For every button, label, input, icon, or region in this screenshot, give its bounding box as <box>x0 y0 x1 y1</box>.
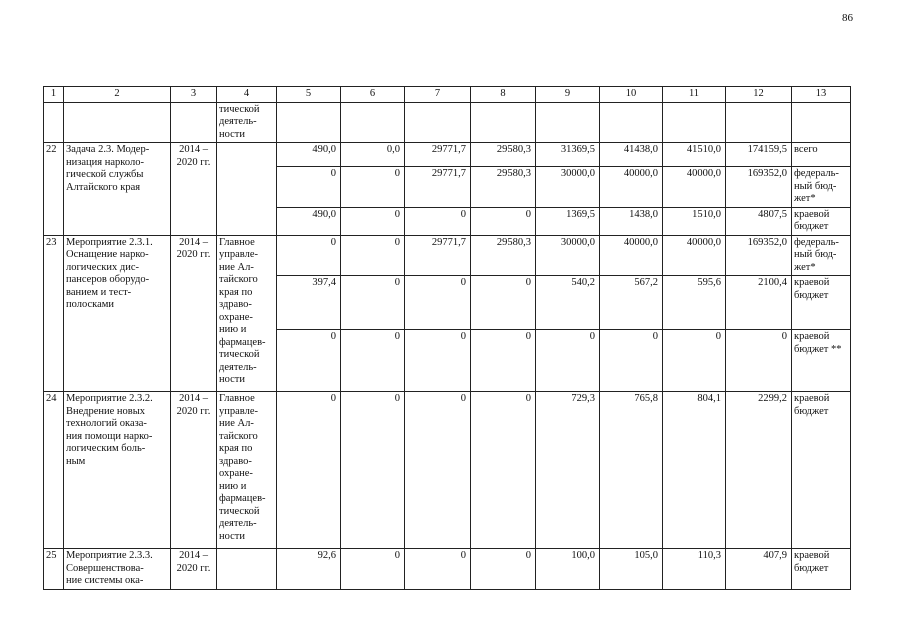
activity-name: Мероприятие 2.3.3. Совершенствова- ние системы ока- <box>64 549 171 590</box>
value-cell: 0 <box>341 207 405 235</box>
value-cell: 41438,0 <box>600 143 663 167</box>
value-cell: 40000,0 <box>600 167 663 208</box>
source-cell: краевой бюджет <box>792 207 851 235</box>
value-cell: 29580,3 <box>471 143 536 167</box>
value-cell: 540,2 <box>536 276 600 330</box>
value-cell: 1510,0 <box>663 207 726 235</box>
value-cell: 169352,0 <box>726 167 792 208</box>
value-cell: 31369,5 <box>536 143 600 167</box>
col-header-5: 5 <box>277 87 341 103</box>
source-cell: краевой бюджет <box>792 549 851 590</box>
value-cell: 110,3 <box>663 549 726 590</box>
value-cell: 0 <box>341 392 405 549</box>
value-cell: 41510,0 <box>663 143 726 167</box>
table-row <box>44 392 851 549</box>
value-cell: 0 <box>726 330 792 392</box>
table-cell <box>792 102 851 143</box>
value-cell: 105,0 <box>600 549 663 590</box>
value-cell: 407,9 <box>726 549 792 590</box>
value-cell: 100,0 <box>536 549 600 590</box>
table-cell <box>171 102 217 143</box>
value-cell: 29580,3 <box>471 235 536 276</box>
continuation-row <box>44 102 851 143</box>
period-cell: 2014 – 2020 гг. <box>171 143 217 236</box>
value-cell: 595,6 <box>663 276 726 330</box>
value-cell: 490,0 <box>277 207 341 235</box>
value-cell: 2299,2 <box>726 392 792 549</box>
value-cell: 40000,0 <box>663 167 726 208</box>
value-cell: 490,0 <box>277 143 341 167</box>
value-cell: 92,6 <box>277 549 341 590</box>
value-cell: 174159,5 <box>726 143 792 167</box>
source-cell: краевой бюджет <box>792 276 851 330</box>
value-cell: 0 <box>341 330 405 392</box>
value-cell: 0 <box>471 276 536 330</box>
table-cell <box>663 102 726 143</box>
col-header-9: 9 <box>536 87 600 103</box>
task-name: Задача 2.3. Модер- низация нарколо- гической службы Алтайского края <box>64 143 171 236</box>
value-cell: 0 <box>663 330 726 392</box>
value-cell: 40000,0 <box>663 235 726 276</box>
table-cell <box>471 102 536 143</box>
value-cell: 0 <box>341 276 405 330</box>
table-cell <box>726 102 792 143</box>
period-cell: 2014 – 2020 гг. <box>171 392 217 549</box>
table-cell <box>405 102 471 143</box>
table-row <box>44 143 851 167</box>
page-number: 86 <box>842 12 853 24</box>
executor-cell: тической деятель- ности <box>217 102 277 143</box>
value-cell: 0 <box>341 167 405 208</box>
value-cell: 0 <box>600 330 663 392</box>
value-cell: 0 <box>405 549 471 590</box>
value-cell: 40000,0 <box>600 235 663 276</box>
activity-name: Мероприятие 2.3.1. Оснащение нарко- логических дис- пансеров оборудо- ванием и тест- полосками <box>64 235 171 392</box>
value-cell: 397,4 <box>277 276 341 330</box>
value-cell: 0 <box>341 549 405 590</box>
executor-cell <box>217 549 277 590</box>
row-number: 25 <box>44 549 64 590</box>
value-cell: 0 <box>277 330 341 392</box>
table-cell <box>44 102 64 143</box>
col-header-6: 6 <box>341 87 405 103</box>
executor-cell: Главное управле- ние Ал- тайского края по здраво- охране- нию и фармацев- тической деятель- ности <box>217 235 277 392</box>
table-row <box>44 235 851 276</box>
program-table <box>43 86 851 590</box>
value-cell: 169352,0 <box>726 235 792 276</box>
col-header-7: 7 <box>405 87 471 103</box>
value-cell: 4807,5 <box>726 207 792 235</box>
period-cell: 2014 – 2020 гг. <box>171 549 217 590</box>
source-cell: краевой бюджет <box>792 392 851 549</box>
value-cell: 0 <box>405 392 471 549</box>
column-number-row <box>44 87 851 103</box>
value-cell: 0 <box>277 167 341 208</box>
table-cell <box>600 102 663 143</box>
value-cell: 729,3 <box>536 392 600 549</box>
value-cell: 30000,0 <box>536 167 600 208</box>
value-cell: 0 <box>405 276 471 330</box>
table-cell <box>536 102 600 143</box>
value-cell: 1438,0 <box>600 207 663 235</box>
source-cell: всего <box>792 143 851 167</box>
value-cell: 30000,0 <box>536 235 600 276</box>
col-header-12: 12 <box>726 87 792 103</box>
col-header-4: 4 <box>217 87 277 103</box>
source-cell: федераль- ный бюд- жет* <box>792 235 851 276</box>
col-header-3: 3 <box>171 87 217 103</box>
col-header-11: 11 <box>663 87 726 103</box>
value-cell: 2100,4 <box>726 276 792 330</box>
value-cell: 29580,3 <box>471 167 536 208</box>
table-cell <box>341 102 405 143</box>
col-header-13: 13 <box>792 87 851 103</box>
value-cell: 804,1 <box>663 392 726 549</box>
value-cell: 567,2 <box>600 276 663 330</box>
value-cell: 29771,7 <box>405 235 471 276</box>
value-cell: 0 <box>405 207 471 235</box>
table-cell <box>64 102 171 143</box>
value-cell: 0 <box>471 207 536 235</box>
col-header-10: 10 <box>600 87 663 103</box>
value-cell: 0 <box>341 235 405 276</box>
value-cell: 0 <box>471 330 536 392</box>
row-number: 23 <box>44 235 64 392</box>
value-cell: 0 <box>277 235 341 276</box>
value-cell: 29771,7 <box>405 167 471 208</box>
value-cell: 1369,5 <box>536 207 600 235</box>
value-cell: 29771,7 <box>405 143 471 167</box>
value-cell: 0 <box>405 330 471 392</box>
executor-cell: Главное управле- ние Ал- тайского края по здраво- охране- нию и фармацев- тической деятель- ности <box>217 392 277 549</box>
row-number: 24 <box>44 392 64 549</box>
col-header-2: 2 <box>64 87 171 103</box>
executor-cell <box>217 143 277 236</box>
source-cell: федераль- ный бюд- жет* <box>792 167 851 208</box>
period-cell: 2014 – 2020 гг. <box>171 235 217 392</box>
value-cell: 0 <box>471 392 536 549</box>
table-cell <box>277 102 341 143</box>
source-cell: краевой бюджет ** <box>792 330 851 392</box>
value-cell: 0 <box>471 549 536 590</box>
activity-name: Мероприятие 2.3.2. Внедрение новых технологий оказа- ния помощи нарко- логическим боль- ным <box>64 392 171 549</box>
table-row <box>44 549 851 590</box>
value-cell: 0 <box>536 330 600 392</box>
value-cell: 0,0 <box>341 143 405 167</box>
value-cell: 0 <box>277 392 341 549</box>
col-header-1: 1 <box>44 87 64 103</box>
col-header-8: 8 <box>471 87 536 103</box>
row-number: 22 <box>44 143 64 236</box>
value-cell: 765,8 <box>600 392 663 549</box>
